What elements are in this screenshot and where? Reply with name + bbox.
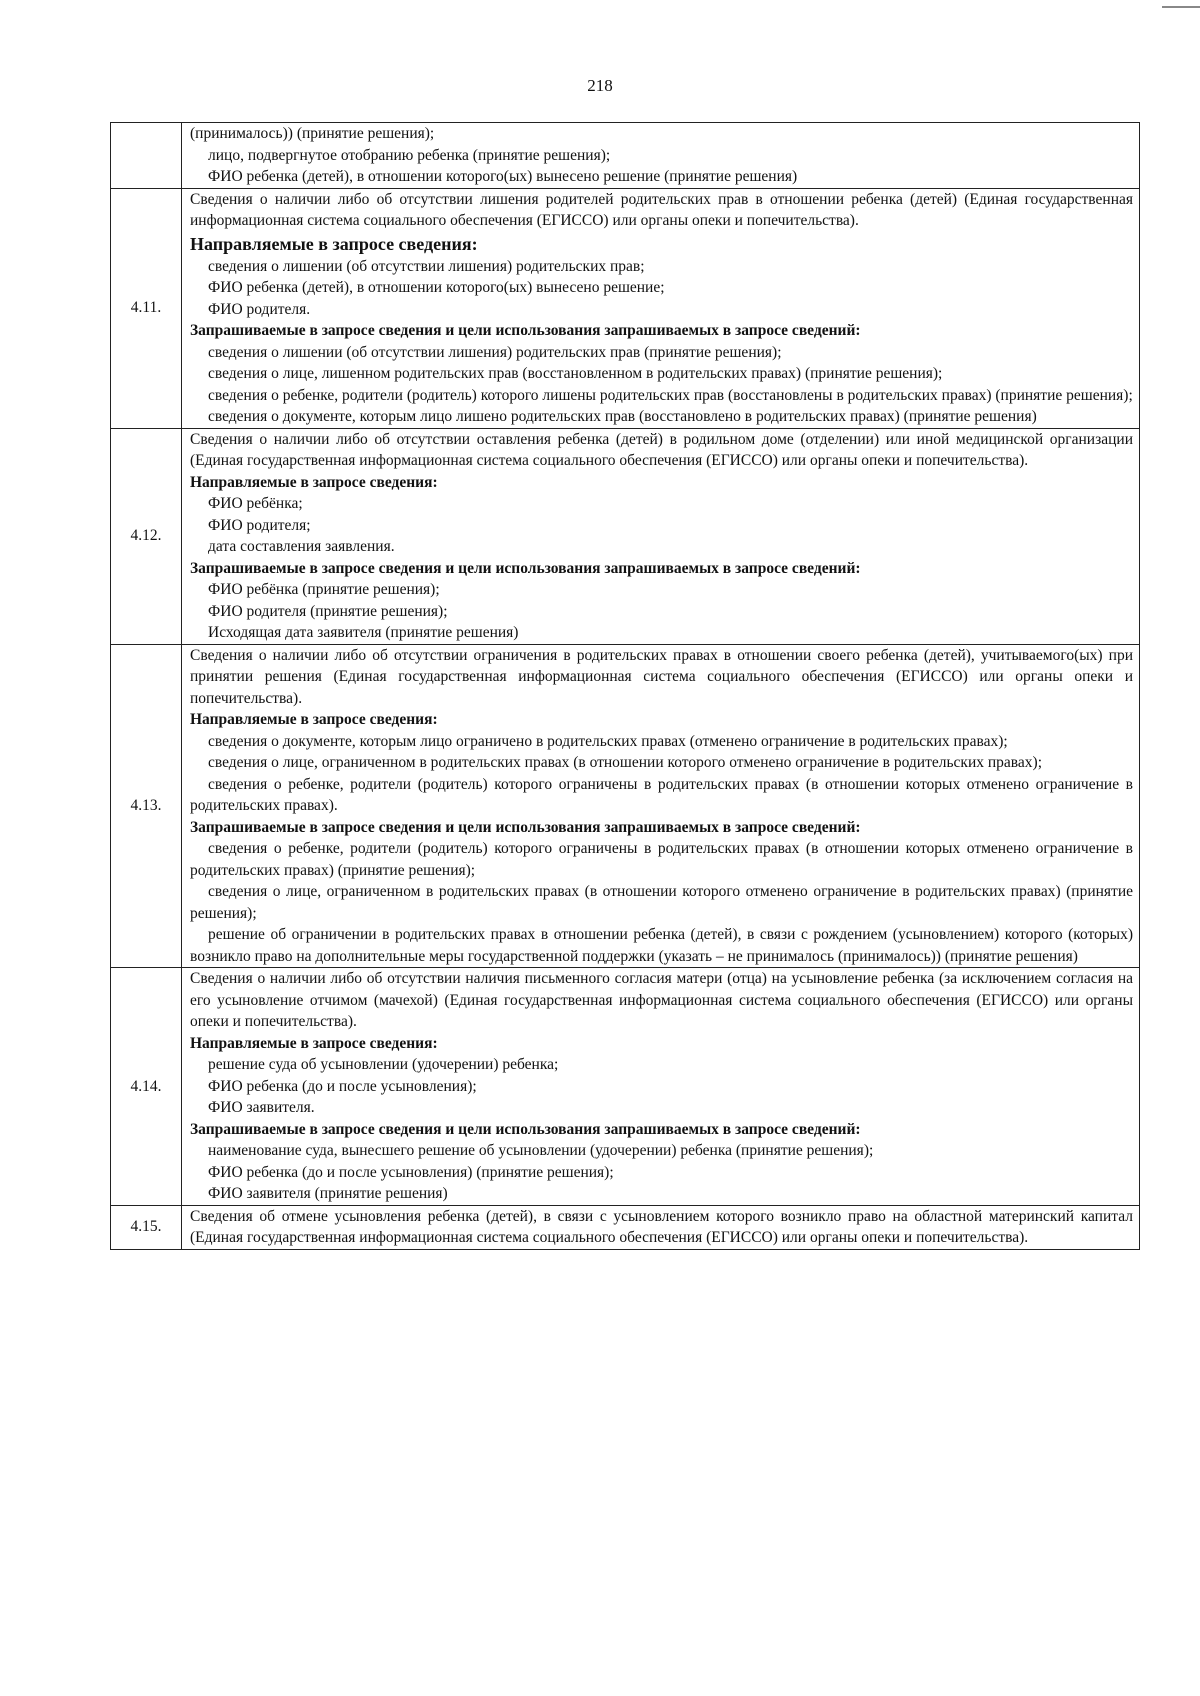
list-item: ФИО родителя; [208, 516, 311, 534]
section-heading: Направляемые в запросе сведения: [190, 1034, 438, 1052]
list-item: решение суда об усыновлении (удочерении) ребенка; [208, 1056, 559, 1073]
scan-corner-mark [1162, 6, 1200, 8]
list-item: сведения о ребенке, родители (родитель) которого лишены родительских прав (восстановлены в родительских правах) (принятие решения); [208, 386, 1133, 404]
section-heading: Направляемые в запросе сведения: [190, 473, 438, 491]
table-row [111, 123, 1140, 189]
row-number: 4.14. [111, 968, 182, 1206]
row-number: 4.13. [111, 644, 182, 968]
row-number: 4.15. [111, 1205, 182, 1249]
section-heading: Направляемые в запросе сведения: [190, 233, 478, 254]
list-item: ФИО ребенка (до и после усыновления); [208, 1077, 477, 1095]
table-row [111, 188, 1140, 428]
list-item: ФИО родителя. [208, 300, 311, 318]
list-item: сведения о документе, которым лицо лишено родительских прав (восстановлено в родительских правах) (принятие решения) [208, 408, 1037, 425]
row-number [111, 123, 182, 189]
list-item: сведения о лишении (об отсутствии лишения) родительских прав (принятие решения); [208, 343, 782, 361]
paragraph: Сведения о наличии либо об отсутствии ограничения в родительских правах в отношении своего ребенка (детей), учитываемого(ых) при принятии решения (Единая государственная информационная система социального обеспечения (ЕГИССО) или органы опеки и попечительства). [190, 646, 1133, 707]
list-item: сведения о лице, ограниченном в родительских правах (в отношении которого отменено ограничение в родительских правах); [208, 754, 1043, 771]
paragraph: Сведения о наличии либо об отсутствии лишения родителей родительских прав в отношении ребенка (детей) (Единая государственная информационная система социального обеспечения (ЕГИССО) или органы опеки и попечительства). [190, 190, 1133, 229]
list-item: сведения о лице, лишенном родительских прав (восстановленном в родительских правах) (принятие решения); [208, 365, 943, 382]
row-content [182, 428, 1140, 644]
row-content [182, 644, 1140, 968]
list-item: ФИО ребёнка (принятие решения); [208, 581, 440, 598]
table-row [111, 968, 1140, 1206]
row-content [182, 188, 1140, 428]
list-item: сведения о документе, которым лицо ограничено в родительских правах (отменено ограничение в родительских правах); [208, 732, 1008, 750]
paragraph: Сведения об отмене усыновления ребенка (детей), в связи с усыновлением которого возникло право на областной материнский капитал (Единая государственная информационная система социального обеспечения (ЕГИССО) или органы опеки и попечительства). [190, 1207, 1133, 1246]
page-number: 218 [587, 76, 613, 95]
list-item: ФИО заявителя (принятие решения) [208, 1185, 448, 1202]
row-content [182, 1205, 1140, 1249]
list-item: ФИО заявителя. [208, 1099, 315, 1116]
row-number: 4.11. [111, 188, 182, 428]
table-row [111, 428, 1140, 644]
table-row [111, 1205, 1140, 1249]
paragraph: (принималось)) (принятие решения); [190, 125, 435, 142]
list-item: наименование суда, вынесшего решение об усыновлении (удочерении) ребенка (принятие решения); [208, 1142, 874, 1159]
section-heading: Запрашиваемые в запросе сведения и цели использования запрашиваемых в запросе сведений: [190, 1120, 861, 1138]
table-row [111, 644, 1140, 968]
list-item: дата составления заявления. [208, 538, 395, 555]
section-heading: Запрашиваемые в запросе сведения и цели использования запрашиваемых в запросе сведений: [190, 818, 861, 836]
paragraph: Сведения о наличии либо об отсутствии оставления ребенка (детей) в родильном доме (отделении) или иной медицинской организации (Единая государственная информационная система социального обеспечения (ЕГИССО) или органы опеки и попечительства). [190, 430, 1133, 469]
section-heading: Запрашиваемые в запросе сведения и цели использования запрашиваемых в запросе сведений: [190, 559, 861, 577]
document-table [110, 122, 1140, 1250]
list-item: сведения о лишении (об отсутствии лишения) родительских прав; [208, 257, 645, 275]
row-number: 4.12. [111, 428, 182, 644]
list-item: ФИО родителя (принятие решения); [208, 602, 448, 620]
list-item: сведения о ребенке, родители (родитель) которого ограничены в родительских правах (в отношении которых отменено ограничение в родительских правах). [190, 775, 1133, 814]
list-item: ФИО ребенка (до и после усыновления) (принятие решения); [208, 1163, 614, 1181]
section-heading: Направляемые в запросе сведения: [190, 711, 438, 728]
row-content [182, 123, 1140, 189]
list-item: Исходящая дата заявителя (принятие решения) [208, 624, 519, 641]
paragraph: Сведения о наличии либо об отсутствии наличия письменного согласия матери (отца) на усыновление ребенка (за исключением согласия на его усыновление отчимом (мачехой) (Единая государственная информационная система социального обеспечения (ЕГИССО) или органы опеки и попечительства). [190, 970, 1133, 1030]
list-item: ФИО ребёнка; [208, 495, 303, 512]
section-heading: Запрашиваемые в запросе сведения и цели использования запрашиваемых в запросе сведений: [190, 322, 861, 339]
list-item: лицо, подвергнутое отобранию ребенка (принятие решения); [208, 146, 611, 164]
row-content [182, 968, 1140, 1206]
table-body [111, 123, 1140, 1250]
list-item: сведения о лице, ограниченном в родительских правах (в отношении которого отменено ограничение в родительских правах) (принятие решения); [190, 883, 1133, 922]
list-item: решение об ограничении в родительских правах в отношении ребенка (детей), в связи с рождением (усыновлением) которого (которых) возникло право на дополнительные меры государственной поддержки (указать – не принималось (принималось)) (принятие решения) [190, 926, 1133, 965]
list-item: сведения о ребенке, родители (родитель) которого ограничены в родительских правах (в отношении которых отменено ограничение в родительских правах) (принятие решения); [190, 840, 1133, 879]
list-item: ФИО ребенка (детей), в отношении которого(ых) вынесено решение; [208, 279, 665, 296]
list-item: ФИО ребенка (детей), в отношении которого(ых) вынесено решение (принятие решения) [208, 168, 798, 185]
